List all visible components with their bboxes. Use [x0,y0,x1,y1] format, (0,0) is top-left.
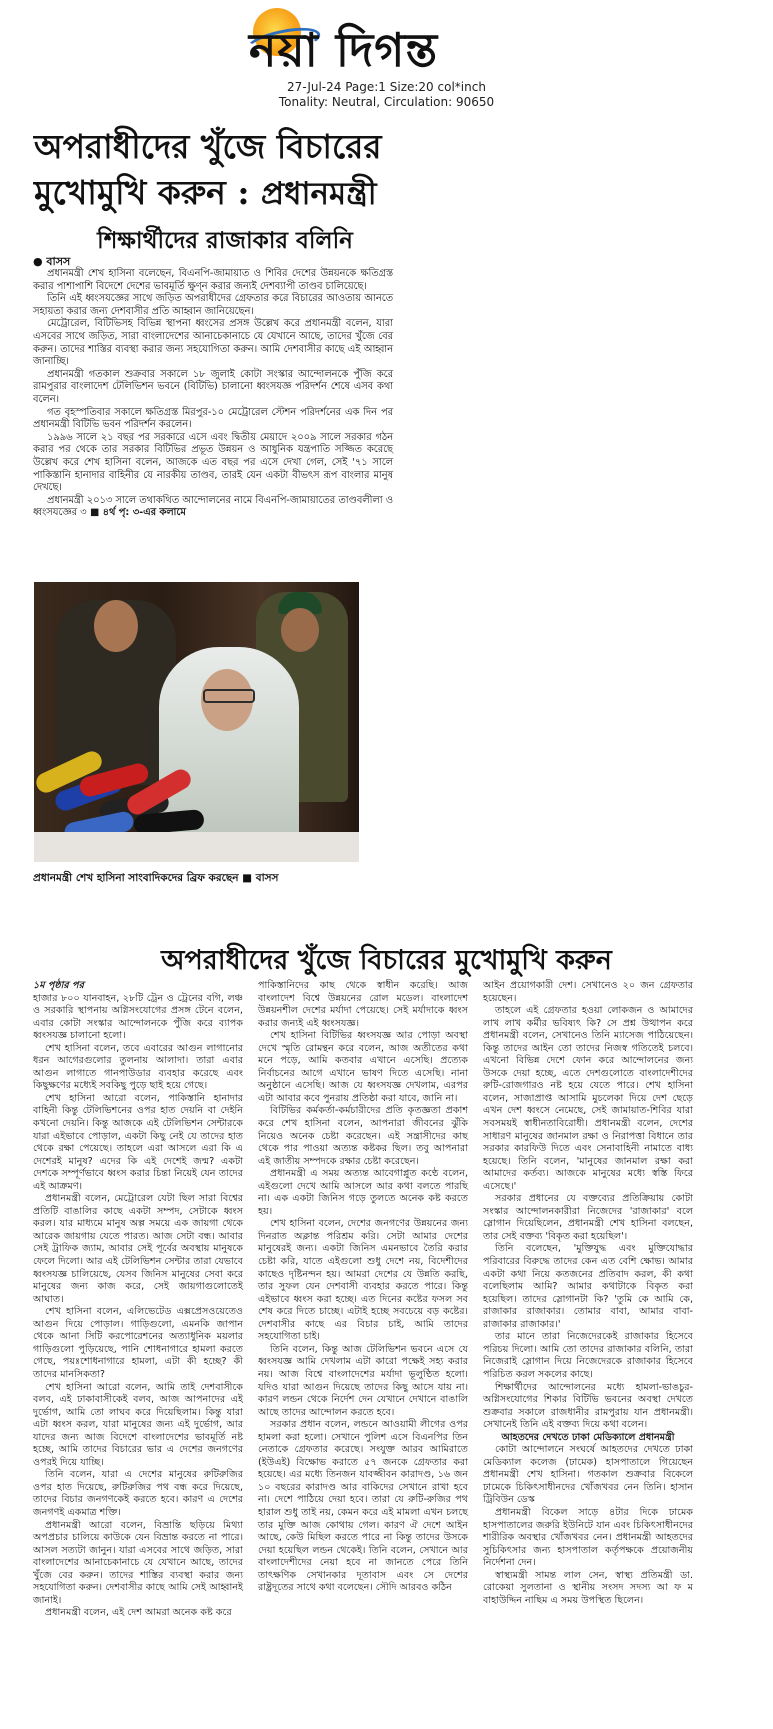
paragraph: শেখ হাসিনা বলেন, এলিভেটেড এক্সপ্রেসওয়েতেও আগুন দিয়ে পোড়াল। গাড়িগুলো, এমনকি জাপান থেকে আনা সিটি করপোরেশনের অত্যাধুনিক ময়লার গাড়িগুলো পুড়িয়েছে, পানি শোধনাগারে হামলা করতে গেছে, পয়ঃশোধনাগারে হামলা, এটা কী হচ্ছে? কী তাদের মানসিকতা? [33,1306,243,1380]
paragraph: শিক্ষার্থীদের আন্দোলনের মধ্যে হামলা-ভাঙচুর-অগ্নিসংযোগের শিকার বিটিভি ভবনের অবস্থা দেখতে শুক্রবার সকালে রাজধানীর রামপুরায় যান প্রধানমন্ত্রী। সেখানেই তিনি এই বক্তব্য দিয়ে কথা বলেন। [483,1381,693,1431]
photo-caption: প্রধানমন্ত্রী শেখ হাসিনা সাংবাদিকদের ব্রিফ করছেন ■ বাসস [33,872,279,884]
paragraph: সরকার প্রধানের যে বক্তব্যের প্রতিক্রিয়ায় কোটা সংস্কার আন্দোলনকারীরা নিজেদের 'রাজাকার' বলে স্লোগান দিয়েছিলেন, প্রধানমন্ত্রী শেখ হাসিনা বলছেন, তার সেই বক্তব্য 'বিকৃত করা হয়েছিল'। [483,1193,693,1242]
headline-part1: অপরাধীদের খুঁজে বিচারের [34,127,382,166]
paragraph: শেখ হাসিনা আরো বলেন, পাকিস্তানি হানাদার বাহিনী কিন্তু টেলিভিশনের ওপর হাত দেয়নি বা দেইনি কখনো দেয়নি। কিন্তু আজকে এই টেলিভিশন সেন্টারকে যারা এইভাবে পোড়াল, একটা কিছু নেই যে তাদের হাত থেকে রক্ষা পেয়েছে। তাহলে এরা আসলে এরা কি এ দেশেরই মানুষ? এদের কি এই দেশেই জন্ম? একটা দেশকে সম্পূর্ণভাবে ধ্বংস করার চিন্তা নিয়েই যেন তাদের এই আক্রমণ। [33,1092,243,1192]
headline-speaker: প্রধানমন্ত্রী [261,176,377,212]
paragraph: তার মানে তারা নিজেদেরকেই রাজাকার হিসেবে পরিচয় দিলো। আমি তো তাদের রাজাকার বলিনি, তারা নিজেরাই স্লোগান দিয়ে নিজেদেরকে রাজাকার হিসেবে পরিচিত করল সকলের কাছে। [483,1331,693,1380]
paragraph: প্রধানমন্ত্রী বলেন, মেট্রোরেল যেটা ছিল সারা বিশ্বের প্রতিটি বাঙালির কাছে একটা সম্পদ, সেটাকে ধ্বংস করল। যার মাধ্যমে মানুষ অল্প সময়ে এক জায়গা থেকে আরেক জায়গায় যেতে পারত। আজ সেটা বন্ধ। আবার সেই ট্রাফিক জ্যাম, আবার সেই পূর্বের অবস্থায় মানুষকে ফেলে দিলো। আর এই টেলিভিশন সেন্টার তারা যেভাবে ধ্বংসযজ্ঞ চালিয়েছে, যেসব জিনিস মানুষের সেবা করে মানুষের জন্য কাজ করে, সেই জায়গাগুলোতেই আঘাত। [33,1193,243,1305]
paragraph: বিটিভির কর্মকর্তা-কর্মচারীদের প্রতি কৃতজ্ঞতা প্রকাশ করে শেখ হাসিনা বলেন, আপনারা জীবনের ঝুঁকি নিয়েও অনেক চেষ্টা করেছেন। এই সন্ত্রাসীদের কাছ থেকে পার পাওয়া অত্যন্ত কষ্টকর ছিল। তবু আপনারা এই জাতীয় সম্পদকে রক্ষার চেষ্টা করেছেন। [258,1105,468,1167]
paragraph: প্রধানমন্ত্রী বিকেল সাড়ে ৪টার দিকে ঢামেক হাসপাতালের জরুরি ইউনিটে যান এবং চিকিৎসাধীনদের শারীরিক অবস্থার খোঁজখবর নেন। প্রধানমন্ত্রী আহতদের সুচিকিৎসার জন্য হাসপাতাল কর্তৃপক্ষকে প্রয়োজনীয় নির্দেশনা দেন। [483,1506,693,1569]
paragraph: তাহলে এই গ্রেফতার হওয়া লোকজন ও আমাদের লাখ লাখ কর্মীর ভবিষ্যৎ কি? সে প্রশ্ন উত্থাপন করে প্রধানমন্ত্রী বলেন, সেখানেও তিনি ম্যাসেজ পাঠিয়েছেন। কিন্তু তাদের আইন তো তাদের নিজস্ব গতিতেই চলবে। এখনো বিভিন্ন দেশে ফোন করে আন্দোলনের জন্য উসকে দেয়া হচ্ছে, এতে দেশগুলোতে বাংলাদেশীদের রুটি-রোজগারও নষ্ট হয়ে যেতে পারে। শেখ হাসিনা বলেন, সাজাপ্রাপ্ত আসামি মুচলেকা দিয়ে দেশ ছেড়ে এখন দেশ ধ্বংসে নেমেছে, সেই জামায়াত-শিবির যারা সবসময়ই স্বাধীনতাবিরোধী। প্রধানমন্ত্রী বলেন, দেশের সাধারণ মানুষের জানমাল রক্ষা ও নিরাপত্তা বিধানে তার সরকার কারফিউ দিতে এবং সেনাবাহিনী নামাতে বাধ্য হয়েছে। তিনি বলেন, 'মানুষের জানমাল রক্ষা করা আমাদের কর্তব্য। আজকে মানুষের মধ্যে স্বস্তি ফিরে এসেছে।' [483,1005,693,1192]
paragraph: প্রধানমন্ত্রী গতকাল শুক্রবার সকালে ১৮ জুলাই কোটা সংস্কার আন্দোলনকে পুঁজি করে রামপুরার বাংলাদেশ টেলিভিশন ভবনে (বিটিভি) চালানো ধ্বংসযজ্ঞ পরিদর্শন শেষে এসব কথা বলেন। [33,368,393,405]
article-body [33,268,393,520]
paragraph: শেখ হাসিনা বলেন, তবে এবারের আগুন লাগানোর ধরন আগেরগুলোর তুলনায় আলাদা। তারা এবার আগুন লাগাতে গানপাউডার ব্যবহার করেছে এবং কিছুক্ষণের মধ্যেই সবকিছু পুড়ে ছাই হয়ে গেছে। [33,1042,243,1092]
clipping-meta-line2: Tonality: Neutral, Circulation: 90650 [278,95,495,109]
logo-text: নয়া দিগন্ত [249,23,439,77]
continuation-headline: অপরাধীদের খুঁজে বিচারের মুখোমুখি করুন [161,945,612,976]
paragraph: প্রধানমন্ত্রী এ সময় অত্যন্ত আবেগাপ্লুত কণ্ঠে বলেন, এইগুলো দেখে আমি আসলে আর কথা বলতে পারছি না। এক একটা জিনিস গড়ে তুলতে অনেক কষ্ট করতে হয়। [258,1168,468,1217]
masthead [0,0,773,120]
paragraph: শেখ হাসিনা বলেন, দেশের জনগণের উন্নয়নের জন্য দিনরাত অক্লান্ত পরিশ্রম করি। সেটা আমার দেশের মানুষেরই জন্য। একটা জিনিস এমনভাবে তৈরি করার চেষ্টা করি, যাতে এইগুলো শুধু দেশে নয়, বিদেশীদের কাছেও দৃষ্টিনন্দন হয়। আমরা দেশের যে উন্নতি করছি, তার সুফল যেন দেশবাসী ব্যবহার করতে পারে। কিন্তু এইভাবে ধ্বংস করা হচ্ছে। এত দিনের কষ্টের ফসল সব শেষ করে দিতে চাচ্ছে। এটাই হচ্ছে সবচেয়ে বড় কষ্টের। দেশবাসীর কাছে এর বিচার চাই, আমি তাদের সহযোগিতা চাই। [258,1218,468,1343]
paragraph: তিনি বলেন, যারা এ দেশের মানুষের রুটিরুজির ওপর হাত দিয়েছে, রুটিরুজির পথ বন্ধ করে দিয়েছে, তাদের বিচার জনগণকেই করতে হবে। কারণ এ দেশের জনগণই একমাত্র শক্তি। [33,1469,243,1518]
continuation-column-1 [33,980,243,1620]
paragraph: তিনি এই ধ্বংসযজ্ঞের সাথে জড়িত অপরাধীদের গ্রেফতার করে বিচারের আওতায় আনতে সহায়তা করার জন্য দেশবাসীর প্রতি আহ্বান জানিয়েছেন। [33,293,393,317]
paragraph-text: প্রধানমন্ত্রী ২০১৩ সালে তথাকথিত আন্দোলনের নামে বিএনপি-জামায়াতের তাণ্ডবলীলা ও ধ্বংসযজ্ঞের ৩ [33,494,393,519]
paragraph: সরকার প্রধান বলেন, লন্ডনে আওয়ামী লীগের ওপর হামলা করা হলো। সেখানে পুলিশ এসে বিএনপির তিন নেতাকে গ্রেফতার করেছে। সংযুক্ত আরব আমিরাতে (ইউএই) বিক্ষোভ করাতে ৫৭ জনকে গ্রেফতার করা হয়েছে। এর মধ্যে তিনজন যাবজ্জীবন কারাদণ্ড, ১৬ জন ১০ বছরের কারাদণ্ড আর বাকিদের সেখানে রাখা হবে না। দেশে পাঠিয়ে দেয়া হবে। তারা যে রুটি-রুজির পথ হারাল শুধু তাই নয়, কেমন করে এই মামলা এখন চলছে তার মুক্তি আজ কোথায় গেল। কারণ ঐ দেশে আইন আছে, কেউ মিছিল করতে পারে না কিন্তু তাদের উসকে দেয়া হয়েছিল লন্ডন থেকেই। তিনি বলেন, সেখানে আর বাংলাদেশীদের নেয়া হবে না জানতে পেরে তিনি তাৎক্ষণিক সেখানকার দূতাবাস এবং সে দেশের রাষ্ট্রদূতের সাথে কথা বলেছেন। সৌদি আরবও কঠিন [258,1419,468,1594]
paragraph: তিনি বলেছেন, 'মুক্তিযুদ্ধ এবং মুক্তিযোদ্ধার পরিবারের বিরুদ্ধে তাদের কেন এত বেশি ক্ষোভ। আমার একটা কথা নিয়ে কতজনের প্রতিবাদ করল, কী কথা বলেছিলাম আমি? আমার কথাটাকে বিকৃত করা হয়েছিল। তাদের স্লোগানটা কি? 'তুমি কে আমি কে, রাজাকার রাজাকার। তোমার বাবা, আমার বাবা- রাজাকার রাজাকার।' [483,1243,693,1330]
article-subheadline: শিক্ষার্থীদের রাজাকার বলিনি [97,227,353,254]
paragraph: কোটা আন্দোলনে সংঘর্ষে আহতদের দেখতে ঢাকা মেডিক্যাল কলেজ (ঢামেক) হাসপাতালে গিয়েছেন প্রধানমন্ত্রী শেখ হাসিনা। গতকাল শুক্রবার বিকেলে ঢামেকে চিকিৎসাধীনদের খোঁজখবর নেন তিনি। হাসান ট্রিবিউন ডেস্ক [483,1444,693,1506]
headline-separator: : [225,173,262,212]
paragraph: পাকিস্তানিদের কাছ থেকে স্বাধীন করেছি। আজ বাংলাদেশ বিশ্বে উন্নয়নের রোল মডেল। বাংলাদেশ উন্নয়নশীল দেশের মর্যাদা পেয়েছে। সেই মর্যাদাকে ধ্বংস করার জন্যই এই ধ্বংসযজ্ঞ। [258,980,468,1029]
paragraph: ১৯৯৬ সালে ২১ বছর পর সরকারে এসে এবং দ্বিতীয় মেয়াদে ২০০৯ সালে সরকার গঠন করার পর থেকে তার সরকার বিটিভির প্রভূত উন্নয়ন ও আধুনিক যন্ত্রপাতি সজ্জিত করেছে উল্লেখ করে শেখ হাসিনা বলেন, আজকে এত বছর পর এসে দেখা গেল, সেই '৭১ সালে পাকিস্তানি হানাদার বাহিনীর যে নারকীয় তাণ্ডব, তারই যেন একটা বীভৎস রূপ বাংলার মানুষ দেখছে। [33,431,393,494]
clipping-meta-line1: 27-Jul-24 Page:1 Size:20 col*inch [287,80,486,94]
paragraph: গত বৃহস্পতিবার সকালে ক্ষতিগ্রস্ত মিরপুর-১০ মেট্রোরেল স্টেশন পরিদর্শনের এক দিন পর প্রধানমন্ত্রী বিটিভি ভবন পরিদর্শন করলেন। [33,406,393,431]
paragraph: মেট্রোরেল, বিটিভিসহ বিভিন্ন স্থাপনা ধ্বংসের প্রসঙ্গ উল্লেখ করে প্রধানমন্ত্রী বলেন, যারা এসবের সাথে জড়িত, সারা বাংলাদেশের আনাচেকানাচে যে যেখানে আছে, তাদের খুঁজে বের করুন। তাদের শাস্তির ব্যবস্থা করার জন্য সহযোগিতা করুন। আমি দেশবাসীর কাছে এই আহ্বান জানাচ্ছি। [33,318,393,368]
paragraph: শেখ হাসিনা আরো বলেন, আমি তাই দেশবাসীকে বলব, এই ঢাকাবাসীকেই বলব, আজ আপনাদের এই দুর্ভোগ, আমি তো লাঘব করে দিয়েছিলাম। কিন্তু যারা এটা ধ্বংস করল, যারা মানুষের জন্য এই দুর্ভোগ, আর যাদের জন্য আজ বিদেশে বাংলাদেশের ভাবমূর্তি নষ্ট হচ্ছে, আমি তাদের বিচারের ভার এ দেশের জনগণের ওপরই দিয়ে যাচ্ছি। [33,1381,243,1468]
news-photo [34,582,359,862]
paragraph: হাজার ৮০০ যানবাহন, ২৮টি ট্রেন ও ট্রেনের বগি, লঞ্চ ও সরকারি স্থাপনায় অগ্নিসংযোগের প্রসঙ্গ টেনে বলেন, এবার কোটা সংস্কার আন্দোলনকে পুঁজি করে ব্যাপক ধ্বংসযজ্ঞ চালানো হলো। [33,992,243,1042]
article-headline [34,124,394,217]
section-subheading: আহতদের দেখতে ঢাকা মেডিক্যালে প্রধানমন্ত্রী [501,1431,675,1443]
paragraph: প্রধানমন্ত্রী শেখ হাসিনা বলেছেন, বিএনপি-জামায়াত ও শিবির দেশের উন্নয়নকে ক্ষতিগ্রস্ত করার পাশাপাশি বিদেশে দেশের ভাবমূর্তি ক্ষুণ্ন করার জন্যই দেশব্যাপী তাণ্ডব চালিয়েছে। [33,268,393,292]
paragraph [33,495,393,520]
paragraph: স্বাস্থ্যমন্ত্রী সামন্ত লাল সেন, স্বাস্থ্য প্রতিমন্ত্রী ডা. রোকেয়া সুলতানা ও স্থানীয় সংসদ সদস্য আ ফ ম বাহাউদ্দিন নাছিম এ সময় উপস্থিত ছিলেন। [483,1569,693,1606]
newspaper-logo [245,8,530,76]
paragraph: আইন প্রয়োগকারী দেশ। সেখানেও ২০ জন গ্রেফতার হয়েছেন। [483,980,693,1004]
paragraph: প্রধানমন্ত্রী বলেন, এই দেশ আমরা অনেক কষ্ট করে [45,1607,232,1619]
continued-note: ■ ৪র্থ পৃ: ৩-এর কলামে [86,507,186,519]
continuation-column-3 [483,980,693,1607]
headline-part2: মুখোমুখি করুন [34,173,226,212]
article-byline: ● বাসস [33,255,71,268]
paragraph: তিনি বলেন, কিন্তু আজ টেলিভিশন ভবনে এসে যে ধ্বংসযজ্ঞ আমি দেখলাম এটা কারো পক্ষেই সহ্য করার নয়। আজ বিশ্বে বাংলাদেশের মর্যাদা ভূলুণ্ঠিত হলো। যদিও যারা আগুন দিয়েছে তাদের কিছু আসে যায় না। কারণ লন্ডন থেকে নির্দেশ দেন যেখানে দেখানে বাঙালি আছে তাদের আন্দোলন করতে হবে। [258,1343,468,1418]
paragraph: শেখ হাসিনা বিটিভির ধ্বংসযজ্ঞ আর পোড়া অবস্থা দেখে স্মৃতি রোমন্থন করে বলেন, আজ অতীতের কথা মনে পড়ে, আমি কতবার এখানে এসেছি। প্রত্যেক নির্বাচনের আগে এখানে ভাষণ দিতে এসেছি। নানা অনুষ্ঠানে এসেছি। আজ যে ধ্বংসযজ্ঞ দেখলাম, এরপর এটা আবার কবে পুনরায় প্রতিষ্ঠা করা যাবে, জানি না। [258,1030,468,1104]
continuation-column-2 [258,980,468,1595]
podium [34,832,359,862]
paragraph: প্রধানমন্ত্রী আরো বলেন, বিভ্রান্তি ছড়িয়ে মিথ্যা অপপ্রচার চালিয়ে কাউকে যেন বিভ্রান্ত করতে না পারে। আসল সত্যটা জানুন। যারা এসবের সাথে জড়িত, সারা বাংলাদেশের আনাচেকানাচে যে যেখানে আছে, তাদের খুঁজে বের করুন। তাদের শাস্তির ব্যবস্থা করার জন্য সহযোগিতা করুন। দেশবাসীর কাছে আমি সেই আহ্বানই জানাই। [33,1519,243,1606]
continued-from-label: ১ম পৃষ্ঠার পর [33,980,84,991]
